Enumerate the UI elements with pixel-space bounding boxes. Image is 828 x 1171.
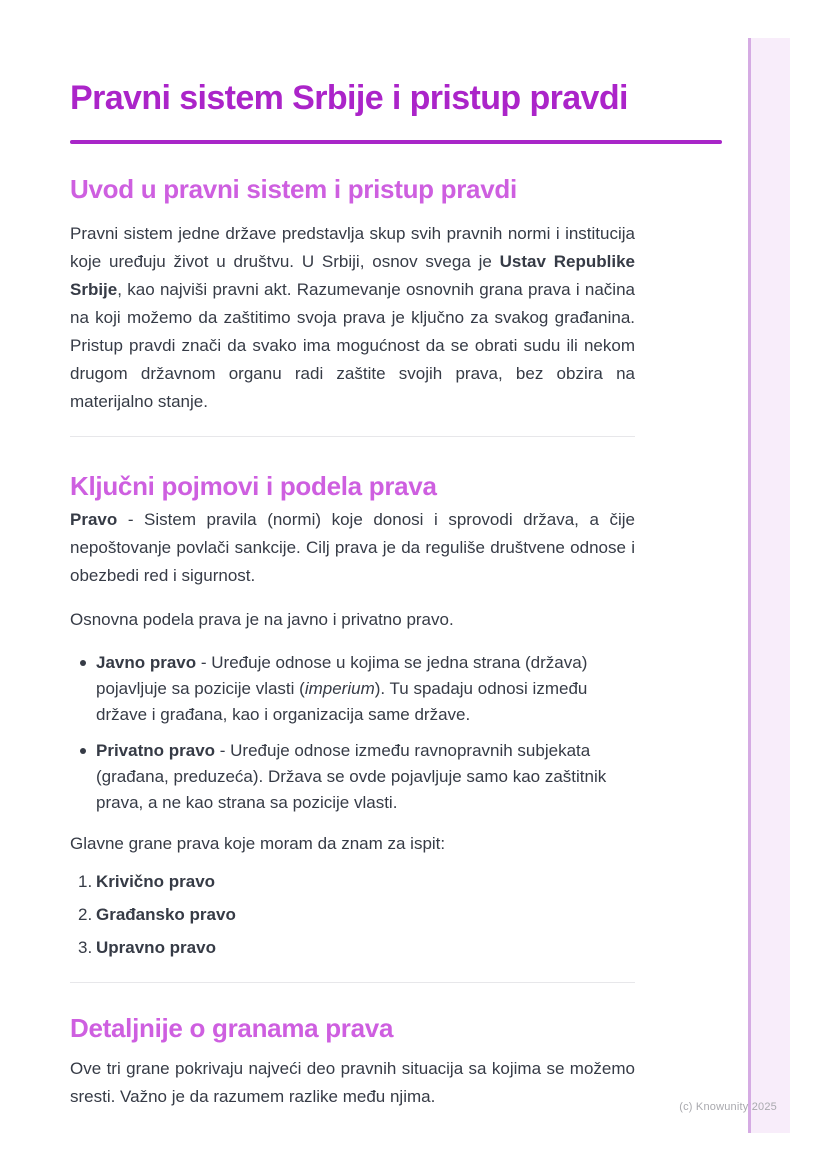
section-heading-key-terms: Ključni pojmovi i podela prava [70,471,437,501]
watermark: (c) Knowunity 2025 [679,1101,777,1113]
list-number: 1. [78,872,93,891]
bullet-icon [80,660,86,666]
numbered-item-gradjansko: 2. Građansko pravo [78,905,236,924]
bullet-icon [80,748,86,754]
list-item-javno-pravo: Javno pravo - Uređuje odnose u kojima se jedna strana (država) pojavljuje sa pozicije vlasti (imperium). Tu spadaju odnosi između države i građana, kao i organizacija same države. [70,650,635,728]
numbered-list [70,872,635,958]
section-intro [70,172,635,416]
numbered-item-krivicno: 1. Krivično pravo [78,872,216,891]
section-heading-details: Detaljnije o granama prava [70,1013,394,1043]
numbered-item-upravno: 3. Upravno pravo [78,938,216,957]
list-number: 3. [78,938,93,957]
bullet-list [70,650,635,816]
section-divider [70,982,635,983]
details-paragraph: Ove tri grane pokrivaju najveći deo pravnih situacija sa kojima se možemo sresti. Važno je da razumem razlike među njima. [70,1059,635,1106]
glavne-grane-paragraph: Glavne grane prava koje moram da znam za ispit: [70,834,446,853]
section-key-terms [70,469,635,958]
list-item-privatno-pravo: Privatno pravo - Uređuje odnose između ravnopravnih subjekata (građana, preduzeća). Država se ovde pojavljuje samo kao zaštitnik prava, a ne kao strana sa pozicije vlasti. [70,738,635,816]
accent-bar [748,38,790,1133]
list-number: 2. [78,905,93,924]
document-content [70,0,635,1111]
section-details [70,1011,635,1111]
section-divider [70,436,635,437]
page-title: Pravni sistem Srbije i pristup pravdi [70,79,628,117]
title-rule [70,140,722,144]
intro-paragraph: Pravni sistem jedne države predstavlja skup svih pravnih normi i institucija koje uređuju život u društvu. U Srbiji, osnov svega je Ustav Republike Srbije, kao najviši pravni akt. Razumevanje osnovnih grana prava i načina na koji možemo da zaštitimo svoja prava je ključno za svakog građanina. Pristup pravdi znači da svako ima mogućnost da se obrati sudu ili nekom drugom državnom organu radi zaštite svojih prava, bez obzira na materijalno stanje. [70,224,635,411]
section-heading-intro: Uvod u pravni sistem i pristup pravdi [70,174,517,204]
pravo-definition-paragraph: Pravo - Sistem pravila (normi) koje donosi i sprovodi država, a čije nepoštovanje povlači sankcije. Cilj prava je da reguliše društvene odnose i obezbedi red i sigurnost. [70,510,635,585]
podela-paragraph: Osnovna podela prava je na javno i privatno pravo. [70,610,454,629]
